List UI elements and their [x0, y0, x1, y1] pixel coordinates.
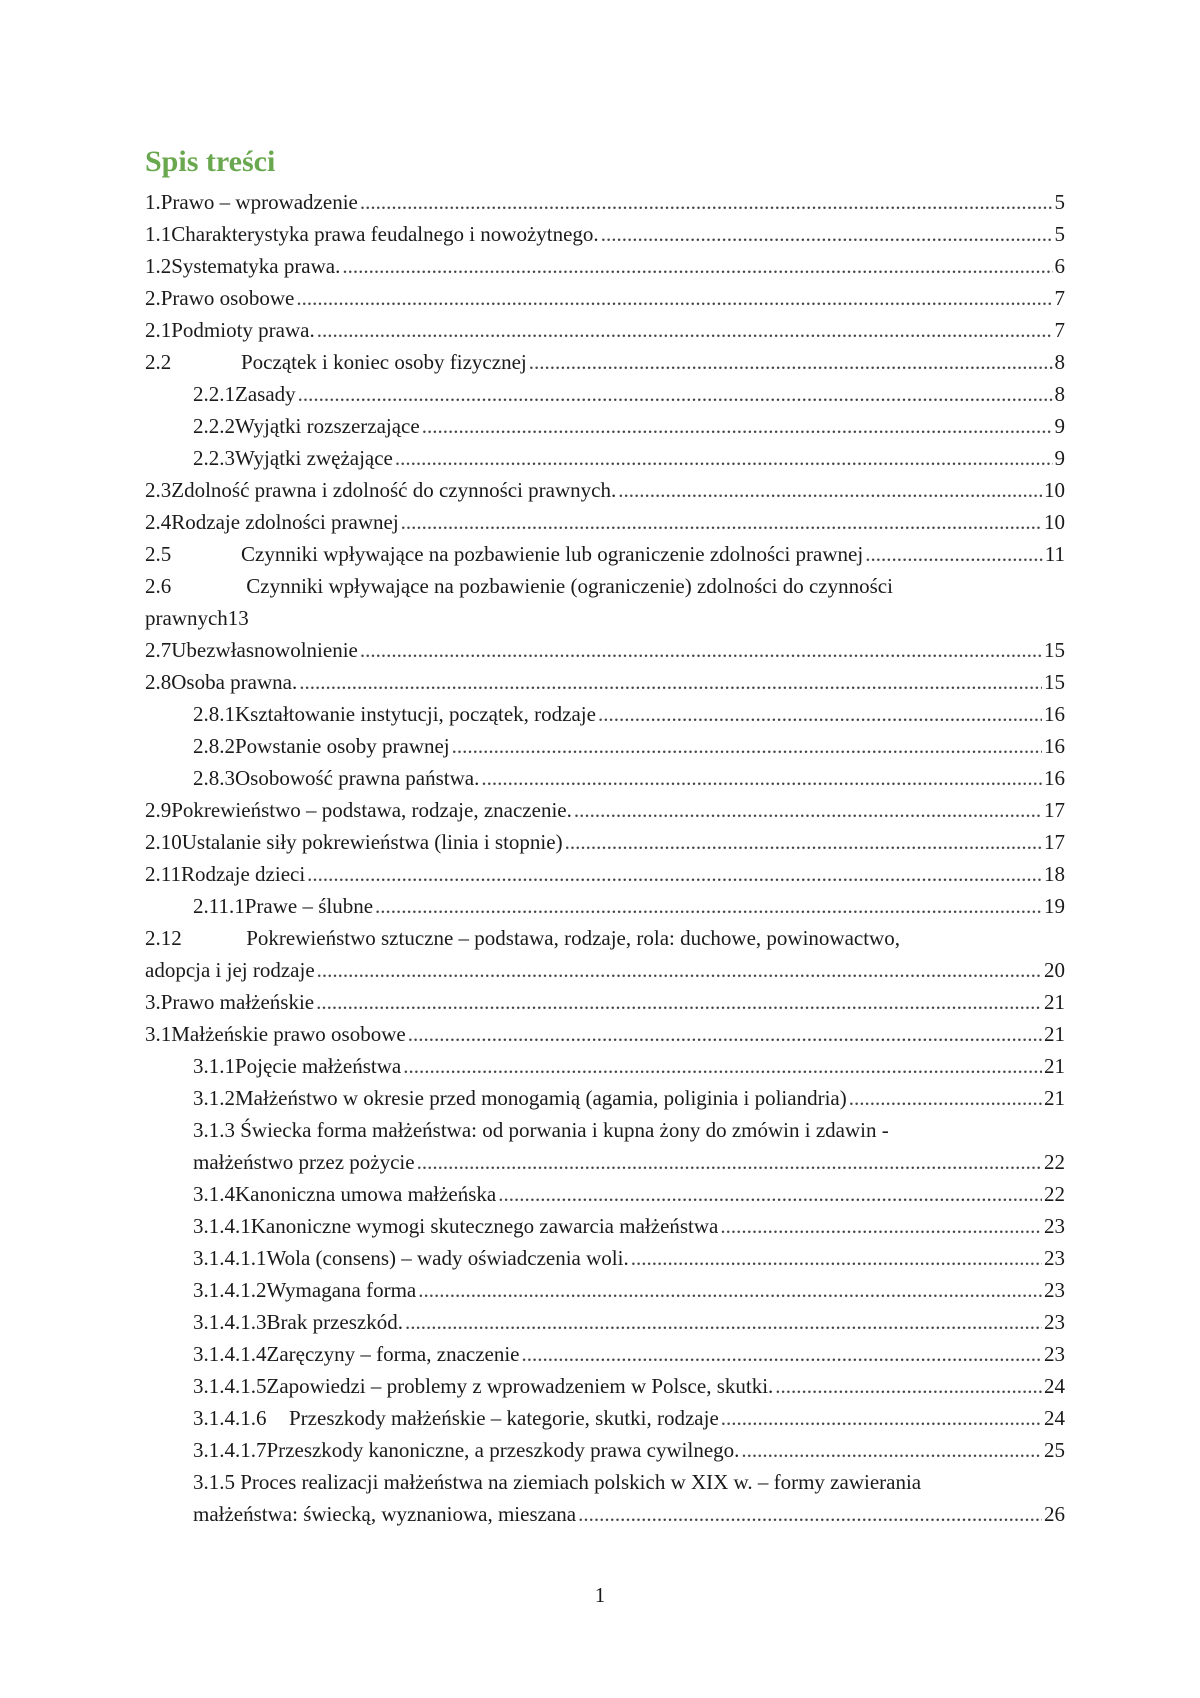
dot-leader	[360, 634, 1042, 666]
toc-entry[interactable]	[193, 890, 1065, 922]
toc-entry-number: 3.1.5	[193, 1470, 235, 1494]
toc-entry[interactable]	[145, 634, 1065, 666]
toc-entry-title: Wyjątki zwężające	[235, 446, 393, 470]
toc-entry[interactable]	[145, 314, 1065, 346]
toc-entry[interactable]	[145, 794, 1065, 826]
toc-entry[interactable]	[145, 1018, 1065, 1050]
dot-leader	[298, 378, 1053, 410]
dot-leader	[360, 186, 1053, 218]
toc-entry-title: Proces realizacji małżeństwa na ziemiach polskich w XIX w. – formy zawierania	[240, 1470, 922, 1494]
toc-entry[interactable]	[193, 1178, 1065, 1210]
toc-entry-page: 16	[1044, 734, 1065, 758]
dot-leader	[317, 314, 1053, 346]
toc-entry-number: 2.2	[145, 350, 172, 374]
toc-entry-number: 3.1.4.1.4	[193, 1342, 267, 1366]
toc-entry-title: Prawo osobowe	[160, 286, 295, 310]
toc-entry-number: 2.5	[145, 542, 172, 566]
toc-entry-number: 3.1.2	[193, 1086, 235, 1110]
toc-entry-number: 2.1	[145, 318, 172, 342]
toc-entry-number: 2.11.1	[193, 894, 245, 918]
toc-entry[interactable]	[193, 698, 1065, 730]
dot-leader	[401, 506, 1042, 538]
toc-entry-number: 2.8	[145, 670, 172, 694]
dot-leader	[342, 250, 1052, 282]
toc-entry[interactable]	[193, 1242, 1065, 1274]
dot-leader	[565, 826, 1042, 858]
dot-leader	[375, 890, 1042, 922]
dot-leader	[452, 730, 1042, 762]
toc-entry-page: 10	[1044, 510, 1065, 534]
dot-leader	[529, 346, 1053, 378]
toc-entry-title: Kształtowanie instytucji, początek, rodzaje	[235, 702, 596, 726]
toc-entry-page: 26	[1044, 1502, 1065, 1526]
toc-entry[interactable]	[145, 538, 1065, 570]
toc-entry-title: Zaręczyny – forma, znaczenie	[266, 1342, 520, 1366]
toc-entry-number: 2.8.3	[193, 766, 235, 790]
toc-entry-page: 19	[1044, 894, 1065, 918]
dot-leader	[296, 282, 1052, 314]
toc-entry-title: Prawe – ślubne	[244, 894, 374, 918]
page-number: 1	[594, 1583, 606, 1607]
dot-leader	[601, 218, 1053, 250]
toc-entry-title: Charakterystyka prawa feudalnego i nowożytnego.	[171, 222, 599, 246]
toc-entry-title: Zasady	[235, 382, 296, 406]
toc-entry[interactable]	[193, 378, 1065, 410]
toc-entry[interactable]	[145, 506, 1065, 538]
toc-entry[interactable]	[145, 186, 1065, 218]
toc-entry-page: 21	[1044, 1022, 1065, 1046]
dot-leader	[849, 1082, 1042, 1114]
toc-entry-number: 3.1.4	[193, 1182, 235, 1206]
toc-entry[interactable]	[193, 1050, 1065, 1082]
toc-title: Spis treści	[145, 145, 276, 178]
toc-entry-page: 21	[1044, 1086, 1065, 1110]
toc-entry-title: Wola (consens) – wady oświadczenia woli.	[266, 1246, 629, 1270]
toc-entry-number: 3.1.4.1.3	[193, 1310, 267, 1334]
toc-entry-number: 2.8.1	[193, 702, 235, 726]
toc-entry[interactable]	[145, 922, 1065, 986]
toc-entry[interactable]	[193, 1274, 1065, 1306]
toc-entry[interactable]	[145, 570, 1065, 634]
dot-leader	[631, 1242, 1042, 1274]
toc-entry[interactable]	[193, 1370, 1065, 1402]
toc-entry-number: 2.10	[145, 830, 182, 854]
toc-entry[interactable]	[145, 858, 1065, 890]
toc-entry-number: 2.9	[145, 798, 172, 822]
toc-entry[interactable]	[193, 1466, 1065, 1530]
toc-entry-title: Osoba prawna.	[171, 670, 298, 694]
dot-leader	[317, 954, 1042, 986]
toc-entry-number: 2.11	[145, 862, 181, 886]
dot-leader	[403, 1050, 1042, 1082]
toc-entry-page: 9	[1054, 414, 1065, 438]
toc-entry-number: 2.8.2	[193, 734, 235, 758]
toc-entry-page: 23	[1044, 1214, 1065, 1238]
toc-entry[interactable]	[193, 1114, 1065, 1178]
toc-entry-title: Kanoniczna umowa małżeńska	[235, 1182, 497, 1206]
toc-entry-number: 2.7	[145, 638, 172, 662]
toc-entry-page: 8	[1054, 382, 1065, 406]
dot-leader	[408, 1018, 1042, 1050]
dot-leader	[498, 1178, 1042, 1210]
toc-entry-page: 16	[1044, 702, 1065, 726]
dot-leader	[574, 794, 1042, 826]
toc-entry-title: Ubezwłasnowolnienie	[171, 638, 358, 662]
toc-entry-number: 3.1.4.1.2	[193, 1278, 267, 1302]
toc-entry-page: 25	[1044, 1438, 1065, 1462]
toc-entry-number: 3.1.1	[193, 1054, 235, 1078]
toc-entry-number: 1.2	[145, 254, 172, 278]
toc-entry-title: Małżeństwo w okresie przed monogamią (agamia, poliginia i poliandria)	[235, 1086, 847, 1110]
toc-entry-page: 17	[1044, 830, 1065, 854]
dot-leader	[775, 1370, 1042, 1402]
toc-entry-page: 23	[1044, 1246, 1065, 1270]
dot-leader	[578, 1498, 1042, 1530]
toc-entry-page: 24	[1044, 1374, 1065, 1398]
toc-entry-page: 22	[1044, 1150, 1065, 1174]
toc-entry[interactable]	[193, 442, 1065, 474]
dot-leader	[395, 442, 1053, 474]
toc-entry-page: 20	[1044, 958, 1065, 982]
dot-leader	[618, 474, 1042, 506]
toc-entry[interactable]	[193, 1306, 1065, 1338]
toc-entry-number: 3.1.4.1.6	[193, 1406, 267, 1430]
toc-entry-page: 8	[1054, 350, 1065, 374]
toc-entry-number: 2.4	[145, 510, 172, 534]
toc-entry-title: Małżeńskie prawo osobowe	[171, 1022, 406, 1046]
toc-entry-number: 3.1.3	[193, 1118, 235, 1142]
dot-leader	[720, 1210, 1042, 1242]
toc-entry-title-continuation: małżeństwo przez pożycie	[193, 1150, 415, 1174]
toc-entry-title: Brak przeszkód.	[266, 1310, 403, 1334]
toc-entry-title: Podmioty prawa.	[171, 318, 315, 342]
toc-entry-title: Przeszkody małżeńskie – kategorie, skutki, rodzaje	[289, 1406, 719, 1430]
toc-entry-page: 24	[1044, 1406, 1065, 1430]
toc-entry-page: 5	[1054, 190, 1065, 214]
table-of-contents	[145, 186, 1065, 1530]
dot-leader	[418, 1274, 1042, 1306]
toc-entry[interactable]	[145, 346, 1065, 378]
toc-entry-title: Ustalanie siły pokrewieństwa (linia i stopnie)	[181, 830, 563, 854]
dot-leader	[417, 1146, 1042, 1178]
dot-leader	[865, 538, 1043, 570]
toc-entry[interactable]	[193, 762, 1065, 794]
toc-entry-page: 7	[1054, 286, 1065, 310]
toc-entry[interactable]	[145, 666, 1065, 698]
toc-entry-number: 2.6	[145, 574, 172, 598]
toc-entry-page: 21	[1044, 1054, 1065, 1078]
toc-entry-title: Rodzaje zdolności prawnej	[171, 510, 399, 534]
toc-entry-number: 2.12	[145, 926, 182, 950]
toc-entry-title: Powstanie osoby prawnej	[235, 734, 450, 758]
toc-entry-title: Systematyka prawa.	[171, 254, 341, 278]
toc-entry-number: 1.	[145, 190, 161, 214]
toc-entry-page: 22	[1044, 1182, 1065, 1206]
toc-entry-title: Kanoniczne wymogi skutecznego zawarcia małżeństwa	[250, 1214, 719, 1238]
toc-entry-title: Prawo małżeńskie	[160, 990, 315, 1014]
toc-entry-title: Pokrewieństwo sztuczne – podstawa, rodzaje, rola: duchowe, powinowactwo,	[246, 926, 900, 950]
toc-entry-page: 23	[1044, 1342, 1065, 1366]
toc-entry[interactable]	[145, 986, 1065, 1018]
toc-entry-title: Pojęcie małżeństwa	[235, 1054, 402, 1078]
toc-entry-number: 3.1.4.1	[193, 1214, 251, 1238]
toc-entry-title: Świecka forma małżeństwa: od porwania i kupna żony do zmówin i zdawin -	[240, 1118, 889, 1142]
toc-entry-title: Osobowość prawna państwa.	[235, 766, 480, 790]
dot-leader	[522, 1338, 1042, 1370]
toc-entry-number: 1.1	[145, 222, 172, 246]
toc-entry-number: 3.	[145, 990, 161, 1014]
toc-entry-page: 7	[1054, 318, 1065, 342]
toc-entry-number: 3.1.4.1.7	[193, 1438, 267, 1462]
toc-entry-page: 17	[1044, 798, 1065, 822]
toc-entry-number: 3.1.4.1.1	[193, 1246, 267, 1270]
toc-entry[interactable]	[145, 218, 1065, 250]
dot-leader	[405, 1306, 1042, 1338]
toc-entry-page: 6	[1054, 254, 1065, 278]
dot-leader	[316, 986, 1042, 1018]
toc-entry-page: 16	[1044, 766, 1065, 790]
toc-entry-title: Przeszkody kanoniczne, a przeszkody prawa cywilnego.	[266, 1438, 740, 1462]
toc-entry-number: 2.	[145, 286, 161, 310]
toc-entry[interactable]	[145, 250, 1065, 282]
toc-entry-page: 5	[1054, 222, 1065, 246]
toc-entry-title: Wyjątki rozszerzające	[235, 414, 420, 438]
dot-leader	[422, 410, 1053, 442]
toc-entry-title: Prawo – wprowadzenie	[160, 190, 358, 214]
toc-entry-page: 15	[1044, 670, 1065, 694]
toc-entry[interactable]	[193, 410, 1065, 442]
toc-entry-number: 3.1	[145, 1022, 172, 1046]
toc-entry[interactable]	[193, 730, 1065, 762]
toc-entry[interactable]	[193, 1338, 1065, 1370]
toc-entry-title-continuation: adopcja i jej rodzaje	[145, 958, 315, 982]
toc-entry-title-continuation: prawnych13	[145, 606, 249, 630]
toc-entry-page: 9	[1054, 446, 1065, 470]
toc-entry-page: 21	[1044, 990, 1065, 1014]
dot-leader	[307, 858, 1042, 890]
toc-entry-title: Pokrewieństwo – podstawa, rodzaje, znaczenie.	[171, 798, 572, 822]
toc-entry[interactable]	[145, 826, 1065, 858]
toc-entry-number: 2.3	[145, 478, 172, 502]
toc-entry-title: Czynniki wpływające na pozbawienie lub ograniczenie zdolności prawnej	[241, 542, 864, 566]
toc-entry[interactable]	[145, 474, 1065, 506]
toc-entry-title: Zdolność prawna i zdolność do czynności prawnych.	[171, 478, 617, 502]
toc-entry[interactable]	[193, 1434, 1065, 1466]
toc-entry-title: Czynniki wpływające na pozbawienie (ograniczenie) zdolności do czynności	[246, 574, 893, 598]
toc-entry-page: 23	[1044, 1310, 1065, 1334]
dot-leader	[741, 1434, 1042, 1466]
toc-entry-page: 15	[1044, 638, 1065, 662]
dot-leader	[481, 762, 1042, 794]
toc-entry-title: Rodzaje dzieci	[180, 862, 306, 886]
toc-entry-title: Początek i koniec osoby fizycznej	[241, 350, 527, 374]
toc-entry[interactable]	[193, 1082, 1065, 1114]
toc-entry-number: 3.1.4.1.5	[193, 1374, 267, 1398]
toc-entry-page: 10	[1044, 478, 1065, 502]
toc-entry-title: Zapowiedzi – problemy z wprowadzeniem w Polsce, skutki.	[266, 1374, 774, 1398]
toc-entry-number: 2.2.3	[193, 446, 235, 470]
dot-leader	[598, 698, 1042, 730]
dot-leader	[299, 666, 1042, 698]
dot-leader	[721, 1402, 1042, 1434]
toc-entry-page: 18	[1044, 862, 1065, 886]
toc-entry-page: 23	[1044, 1278, 1065, 1302]
toc-entry[interactable]	[193, 1210, 1065, 1242]
toc-entry-title-continuation: małżeństwa: świecką, wyznaniowa, mieszana	[193, 1502, 577, 1526]
toc-entry-number: 2.2.1	[193, 382, 235, 406]
toc-entry[interactable]	[193, 1402, 1065, 1434]
toc-entry-number: 2.2.2	[193, 414, 235, 438]
toc-entry[interactable]	[145, 282, 1065, 314]
toc-entry-page: 11	[1044, 542, 1065, 566]
toc-entry-title: Wymagana forma	[266, 1278, 417, 1302]
